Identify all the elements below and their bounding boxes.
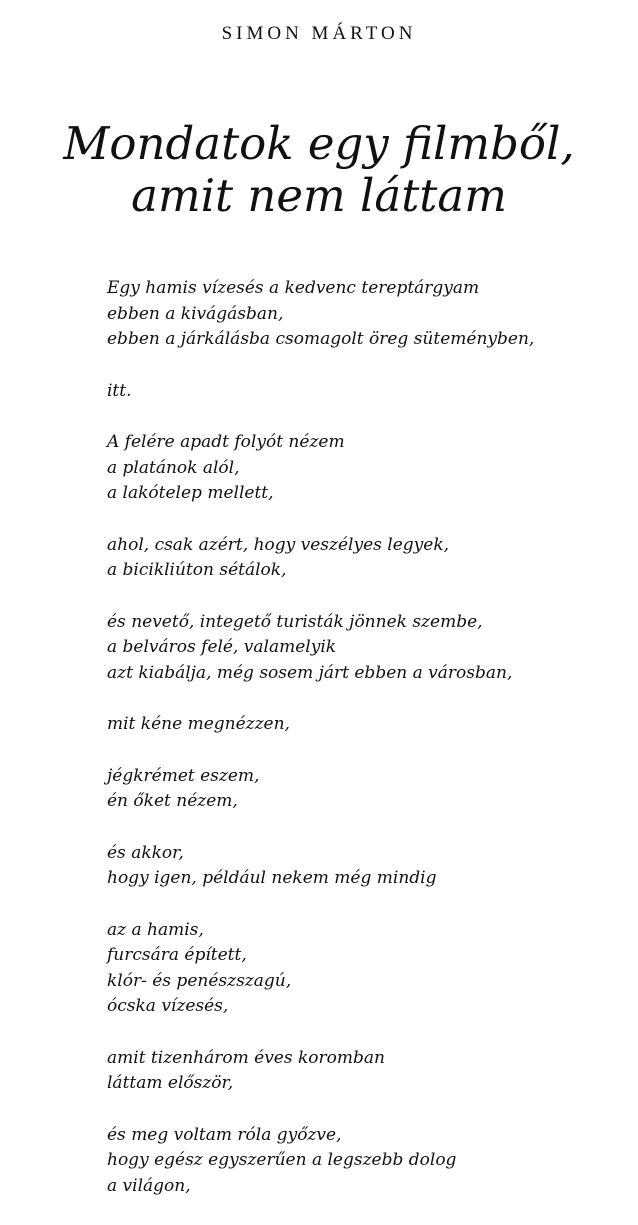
poem-body — [107, 276, 627, 1225]
poem-line: a bicikliúton sétálok, — [107, 560, 287, 580]
poem-line: a belváros felé, valamelyik — [107, 637, 337, 657]
poem-line: hogy igen, például nekem még mindig — [107, 868, 437, 888]
stanza — [107, 764, 627, 815]
poem-line: láttam először, — [107, 1073, 234, 1093]
stanza — [107, 918, 627, 1020]
title-line: amit nem láttam — [131, 169, 507, 222]
poem-line: ócska vízesés, — [107, 996, 229, 1016]
poem-line: ebben a járkálásba csomagolt öreg süteményben, — [107, 329, 535, 349]
poem-line: amit tizenhárom éves koromban — [107, 1047, 385, 1068]
poem-line: és akkor, — [107, 842, 184, 863]
author-name: SIMON MÁRTON — [221, 23, 417, 44]
stanza — [107, 841, 627, 892]
stanza — [107, 430, 627, 507]
poem-line: klór- és penészszagú, — [107, 970, 292, 991]
poem-line: és meg voltam róla győzve, — [107, 1124, 342, 1145]
poem-line: a világon, — [107, 1175, 191, 1196]
poem-line: A felére apadt folyót nézem — [107, 432, 345, 452]
poem-line: itt. — [107, 380, 132, 401]
stanza — [107, 533, 627, 584]
poem-line: az a hamis, — [107, 919, 204, 940]
stanza — [107, 610, 627, 687]
poem-line: Egy hamis vízesés a kedvenc tereptárgyam — [107, 278, 480, 298]
stanza — [107, 1046, 627, 1097]
poem-line: ahol, csak azért, hogy veszélyes legyek, — [107, 534, 450, 555]
poem-line: jégkrémet eszem, — [107, 765, 260, 786]
poem-line: én őket nézem, — [107, 791, 238, 811]
stanza — [107, 379, 627, 405]
poem-line: a platánok alól, — [107, 457, 240, 478]
poem-title — [0, 118, 638, 222]
poem-line: hogy egész egyszerűen a legszebb dolog — [107, 1150, 457, 1170]
title-line: Mondatok egy filmből, — [63, 117, 575, 170]
poem-line: és nevető, integető turisták jönnek szembe, — [107, 611, 483, 632]
poem-line: mit kéne megnézzen, — [107, 714, 290, 734]
stanza — [107, 712, 627, 738]
poem-line: a lakótelep mellett, — [107, 483, 274, 503]
poem-line: furcsára épített, — [107, 945, 247, 965]
stanza — [107, 1123, 627, 1200]
poem-line: azt kiabálja, még sosem járt ebben a városban, — [107, 662, 513, 683]
poem-line: ebben a kivágásban, — [107, 303, 284, 324]
stanza — [107, 276, 627, 353]
